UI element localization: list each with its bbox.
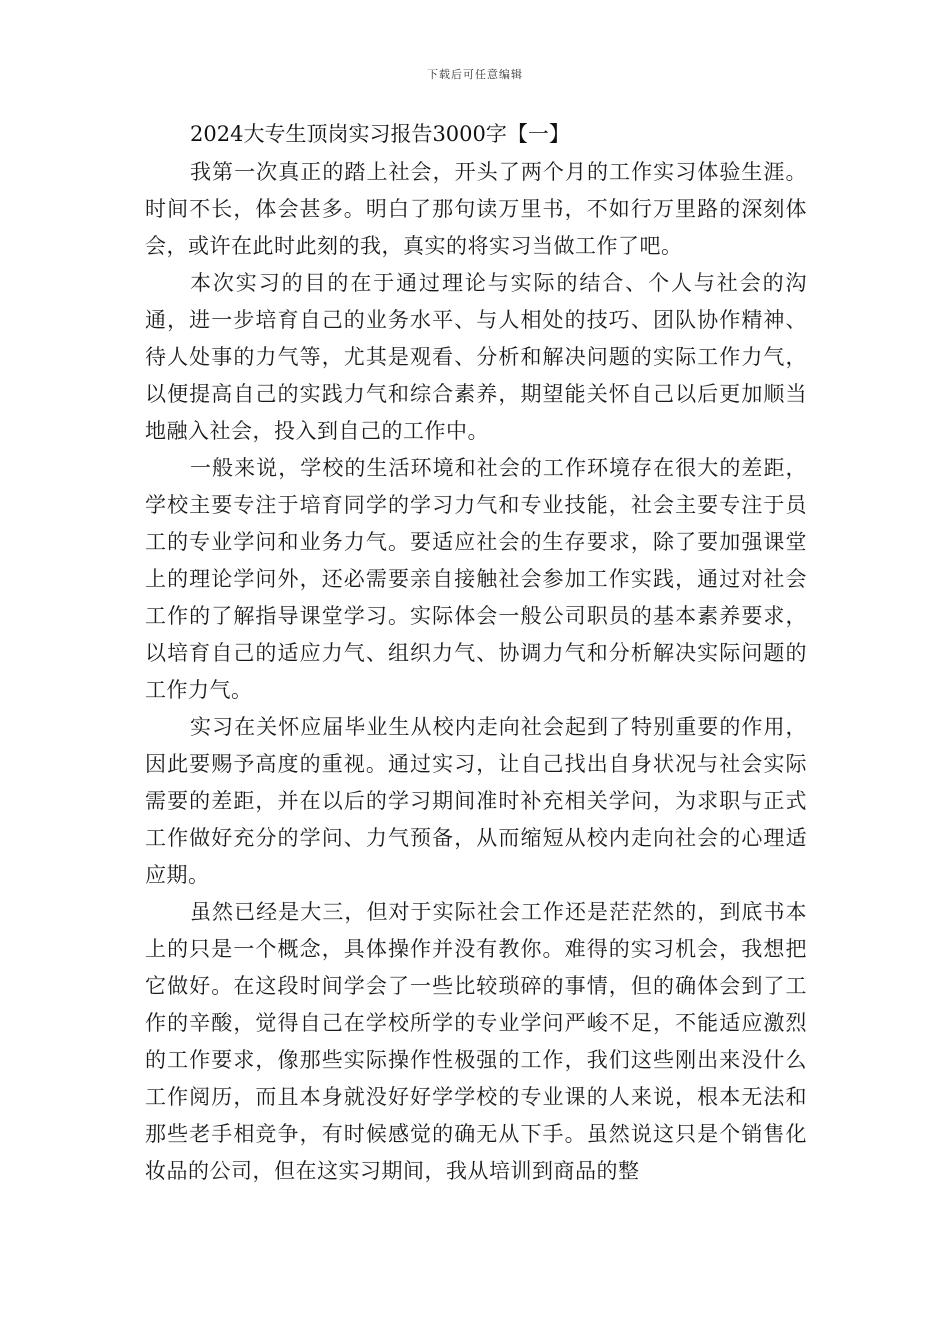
paragraph: 一般来说，学校的生活环境和社会的工作环境存在很大的差距，学校主要专注于培育同学的学习力气和专业技能，社会主要专注于员工的专业学问和业务力气。要适应社会的生存要求，除了要加强课堂上的理论学问外，还必需要亲自接触社会参加工作实践，通过对社会工作的了解指导课堂学习。实际体会一般公司职员的基本素养要求，以培育自己的适应力气、组织力气、协调力气和分析解决实际问题的工作力气。 bbox=[145, 456, 807, 702]
paragraph: 我第一次真正的踏上社会，开头了两个月的工作实习体验生涯。时间不长，体会甚多。明白了那句读万里书，不如行万里路的深刻体会，或许在此时此刻的我，真实的将实习当做工作了吧。 bbox=[145, 160, 807, 258]
paragraph: 虽然已经是大三，但对于实际社会工作还是茫茫然的，到底书本上的只是一个概念，具体操作并没有教你。难得的实习机会，我想把它做好。在这段时间学会了一些比较琐碎的事情，但的确体会到了工作的辛酸，觉得自己在学校所学的专业学问严峻不足，不能适应激烈的工作要求，像那些实际操作性极强的工作，我们这些刚出来没什么工作阅历，而且本身就没好好学学校的专业课的人来说，根本无法和那些老手相竞争，有时候感觉的确无从下手。虽然说这只是个销售化妆品的公司，但在这实习期间，我从培训到商品的整 bbox=[145, 900, 807, 1183]
paragraph: 实习在关怀应届毕业生从校内走向社会起到了特别重要的作用，因此要赐予高度的重视。通过实习，让自己找出自身状况与社会实际需要的差距，并在以后的学习期间准时补充相关学问，为求职与正式工作做好充分的学问、力气预备，从而缩短从校内走向社会的心理适应期。 bbox=[145, 715, 807, 887]
page-header: 下载后可任意编辑 bbox=[427, 68, 523, 81]
paragraph: 本次实习的目的在于通过理论与实际的结合、个人与社会的沟通，进一步培育自己的业务水平、与人相处的技巧、团队协作精神、待人处事的力气等，尤其是观看、分析和解决问题的实际工作力气，以便提高自己的实践力气和综合素养，期望能关怀自己以后更加顺当地融入社会，投入到自己的工作中。 bbox=[145, 271, 807, 443]
document-body bbox=[145, 118, 807, 1190]
document-title: 2024大专生顶岗实习报告3000字【一】 bbox=[190, 122, 570, 146]
